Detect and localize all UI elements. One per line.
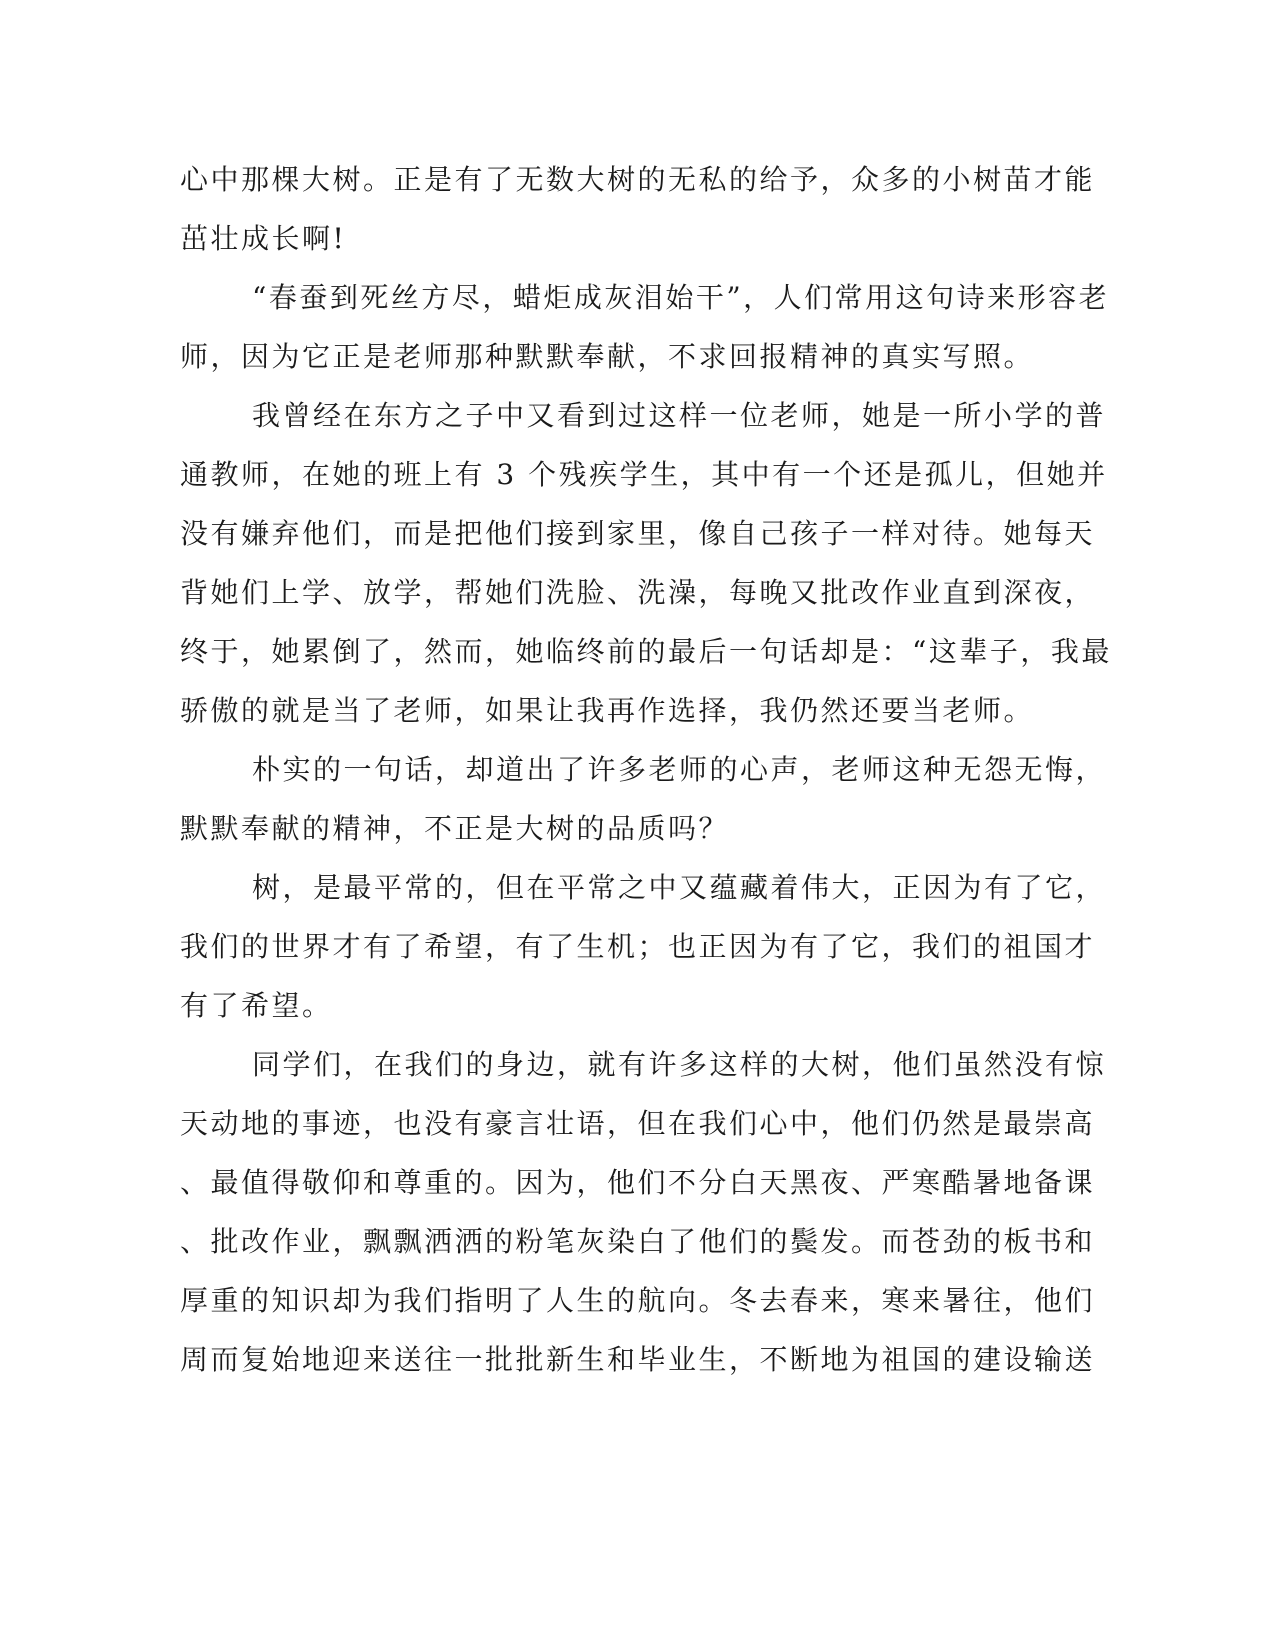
- text-line: 树，是最平常的，但在平常之中又蕴藏着伟大，正因为有了它，: [252, 871, 1107, 904]
- text-line: 、批改作业，飘飘洒洒的粉笔灰染白了他们的鬓发。而苍劲的板书和: [180, 1225, 1096, 1258]
- text-line: 终于，她累倒了，然而，她临终前的最后一句话却是：“这辈子，我最: [180, 635, 1112, 668]
- text-line: “春蚕到死丝方尽，蜡炬成灰泪始干”，人们常用这句诗来形容老: [252, 281, 1110, 314]
- text-line: 没有嫌弃他们，而是把他们接到家里，像自己孩子一样对待。她每天: [180, 517, 1096, 550]
- text-line: 通教师，在她的班上有 3 个残疾学生，其中有一个还是孤儿，但她并: [180, 458, 1108, 491]
- text-line: 背她们上学、放学，帮她们洗脸、洗澡，每晚又批改作业直到深夜，: [180, 576, 1096, 609]
- text-line: 天动地的事迹，也没有豪言壮语，但在我们心中，他们仍然是最崇高: [180, 1107, 1096, 1140]
- text-line: 、最值得敬仰和尊重的。因为，他们不分白天黑夜、严寒酷暑地备课: [180, 1166, 1096, 1199]
- text-line: 心中那棵大树。正是有了无数大树的无私的给予，众多的小树苗才能: [180, 163, 1096, 196]
- text-line: 厚重的知识却为我们指明了人生的航向。冬去春来，寒来暑往，他们: [180, 1284, 1096, 1317]
- text-line: 骄傲的就是当了老师，如果让我再作选择，我仍然还要当老师。: [180, 694, 1035, 727]
- text-line: 有了希望。: [180, 989, 333, 1022]
- text-line: 我曾经在东方之子中又看到过这样一位老师，她是一所小学的普: [252, 399, 1107, 432]
- text-line: 我们的世界才有了希望，有了生机；也正因为有了它，我们的祖国才: [180, 930, 1096, 963]
- text-line: 朴实的一句话，却道出了许多老师的心声，老师这种无怨无悔，: [252, 753, 1107, 786]
- text-line: 默默奉献的精神，不正是大树的品质吗？: [180, 812, 730, 845]
- text-line: 茁壮成长啊!: [180, 222, 347, 255]
- text-line: 师，因为它正是老师那种默默奉献，不求回报精神的真实写照。: [180, 340, 1035, 373]
- text-line: 同学们，在我们的身边，就有许多这样的大树，他们虽然没有惊: [252, 1048, 1107, 1081]
- text-line: 周而复始地迎来送往一批批新生和毕业生，不断地为祖国的建设输送: [180, 1343, 1096, 1376]
